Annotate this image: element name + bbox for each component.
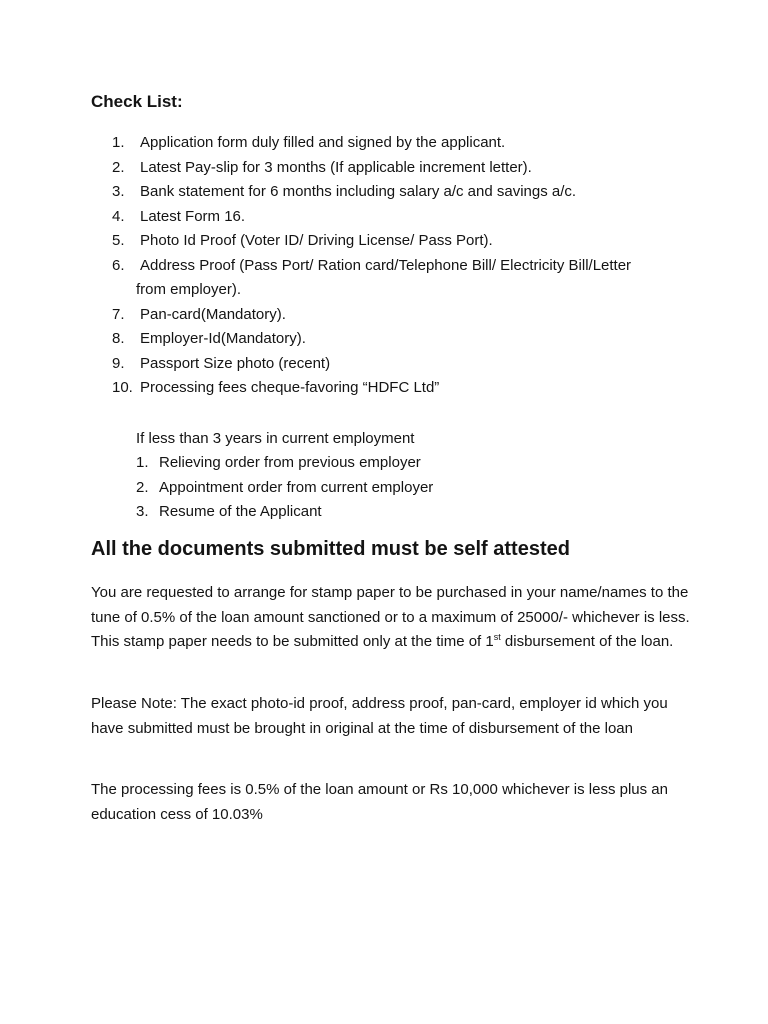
stamp-paper-text-end: disbursement of the loan.: [500, 633, 674, 650]
item-text: Resume of the Applicant: [159, 503, 322, 520]
item-text: Latest Form 16.: [140, 207, 246, 225]
list-item: [0, 376, 768, 401]
list-item: [0, 476, 768, 501]
list-item: [0, 303, 768, 328]
item-text: Passport Size photo (recent): [140, 354, 331, 372]
item-number: 5.: [112, 232, 125, 249]
item-number: 1.: [136, 454, 149, 471]
employment-intro: If less than 3 years in current employment: [136, 430, 415, 447]
stamp-paper-paragraph: [91, 581, 691, 655]
item-text: Address Proof (Pass Port/ Ration card/Telephone Bill/ Electricity Bill/Letter: [140, 256, 632, 274]
processing-fees-paragraph: The processing fees is 0.5% of the loan amount or Rs 10,000 whichever is less plus an education cess of 10.03%: [91, 781, 668, 823]
list-item-continuation: [0, 278, 768, 303]
item-text: Employer-Id(Mandatory).: [140, 330, 306, 347]
item-text: from employer).: [136, 281, 242, 298]
list-item: [0, 229, 768, 254]
item-number: 1.: [112, 134, 125, 151]
item-number: 4.: [112, 207, 125, 225]
list-item: [0, 131, 768, 156]
list-item: [0, 156, 768, 181]
list-item: [0, 254, 768, 279]
item-number: 3.: [136, 503, 149, 520]
ordinal-suffix: st: [493, 632, 501, 642]
item-text: Appointment order from current employer: [159, 478, 434, 496]
checklist-title: Check List:: [91, 92, 183, 111]
item-number: 2.: [136, 478, 149, 496]
item-number: 3.: [112, 183, 125, 200]
please-note-paragraph: Please Note: The exact photo-id proof, address proof, pan-card, employer id which you have submitted must be brought in original at the time of disbursement of the loan: [91, 695, 668, 737]
stamp-paper-text: You are requested to arrange for stamp paper to be purchased in your name/names to the tune of 0.5% of the loan amount sanctioned or to a maximum of 25000/- whichever is less. This stamp paper needs to be submitted only at the time of 1: [91, 584, 690, 650]
list-item: [0, 451, 768, 476]
item-text: Pan-card(Mandatory).: [140, 305, 286, 323]
checklist: [0, 131, 768, 401]
list-item: [0, 205, 768, 230]
list-item: [0, 327, 768, 352]
item-number: 7.: [112, 305, 125, 323]
item-number: 6.: [112, 256, 125, 274]
item-text: Application form duly filled and signed by the applicant.: [140, 134, 506, 151]
item-number: 9.: [112, 354, 125, 372]
list-item: [0, 180, 768, 205]
item-text: Bank statement for 6 months including salary a/c and savings a/c.: [140, 183, 577, 200]
list-item: [0, 500, 768, 525]
item-text: Latest Pay-slip for 3 months (If applicable increment letter).: [140, 158, 532, 176]
item-text: Processing fees cheque-favoring “HDFC Ltd”: [140, 379, 440, 396]
item-text: Photo Id Proof (Voter ID/ Driving License/ Pass Port).: [140, 232, 493, 249]
item-number: 10.: [112, 379, 133, 396]
employment-list: [0, 451, 768, 525]
item-text: Relieving order from previous employer: [159, 454, 421, 471]
item-number: 8.: [112, 330, 125, 347]
item-number: 2.: [112, 158, 125, 176]
list-item: [0, 352, 768, 377]
attested-heading: All the documents submitted must be self attested: [91, 538, 570, 560]
